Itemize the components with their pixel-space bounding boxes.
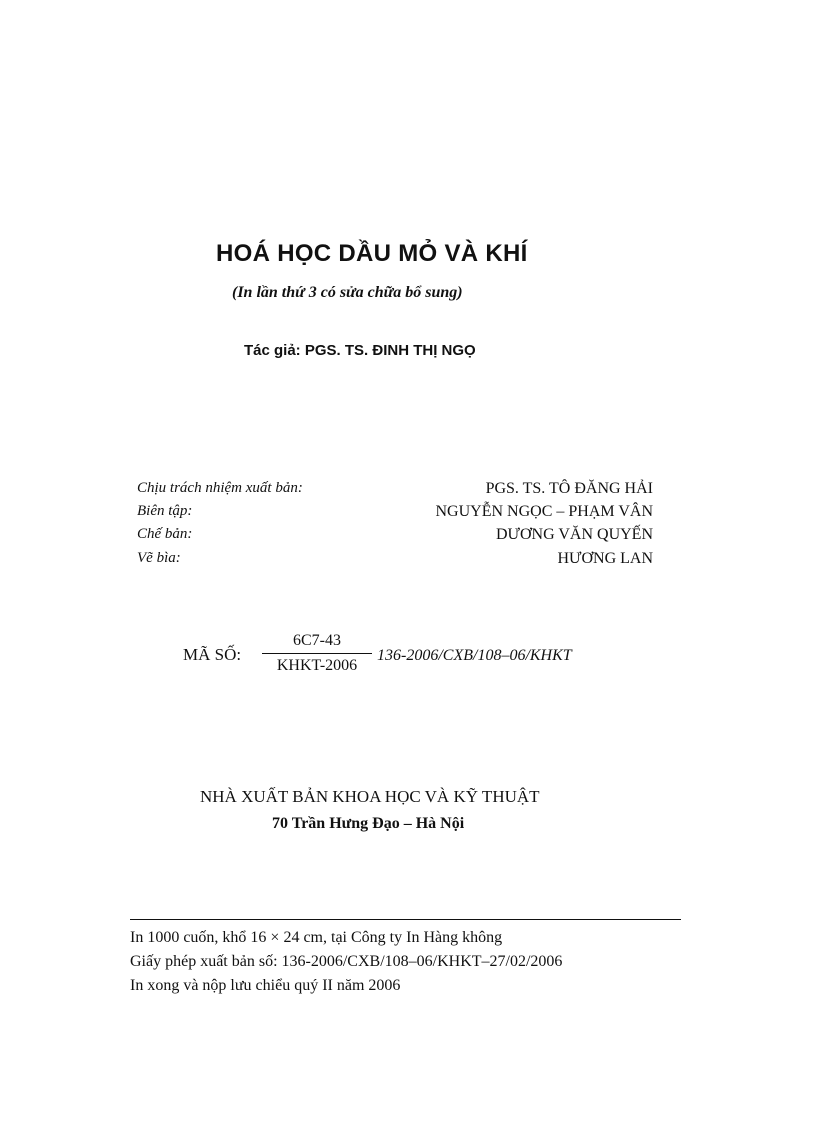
printing-line-2: Giấy phép xuất bản số: 136-2006/CXB/108–06/KHKT–27/02/2006: [130, 953, 563, 970]
publisher-address: 70 Trần Hưng Đạo – Hà Nội: [272, 815, 465, 832]
code-denominator: KHKT-2006: [276, 657, 358, 674]
credit-value-cover: HƯƠNG LAN: [557, 550, 653, 567]
credit-label-cover: Vẽ bìa:: [137, 550, 181, 566]
code-numerator: 6C7-43: [293, 632, 341, 649]
printing-line-3: In xong và nộp lưu chiểu quý II năm 2006: [130, 977, 401, 994]
code-full: 136-2006/CXB/108–06/KHKT: [377, 647, 572, 664]
author-line: Tác giả: PGS. TS. ĐINH THỊ NGỌ: [244, 342, 476, 359]
divider-rule: [130, 919, 681, 920]
printing-line-1: In 1000 cuốn, khổ 16 × 24 cm, tại Công ty In Hàng không: [130, 929, 503, 946]
credit-label-editor: Biên tập:: [137, 503, 193, 519]
publisher-name: NHÀ XUẤT BẢN KHOA HỌC VÀ KỸ THUẬT: [200, 787, 540, 806]
book-title: HOÁ HỌC DẦU MỎ VÀ KHÍ: [216, 240, 528, 267]
credit-label-typesetting: Chế bản:: [137, 526, 193, 542]
code-fraction: [262, 631, 372, 676]
fraction-bar: [262, 653, 372, 654]
credit-value-editor: NGUYỄN NGỌC – PHẠM VÂN: [435, 503, 653, 520]
edition-note: (In lần thứ 3 có sửa chữa bổ sung): [232, 284, 463, 301]
credit-value-responsible: PGS. TS. TÔ ĐĂNG HẢI: [485, 480, 653, 497]
code-label: MÃ SỐ:: [183, 645, 242, 664]
credit-value-typesetting: DƯƠNG VĂN QUYẾN: [496, 526, 653, 543]
credit-label-responsible: Chịu trách nhiệm xuất bản:: [137, 480, 303, 496]
